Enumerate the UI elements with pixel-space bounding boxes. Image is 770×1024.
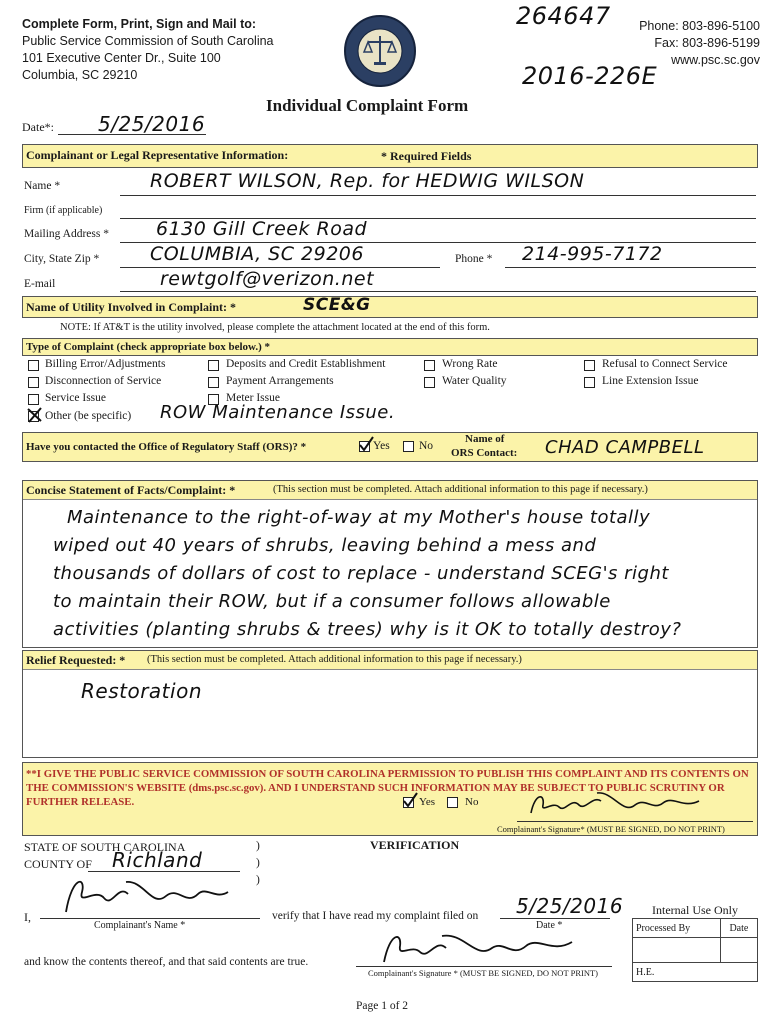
other-label: Other (be specific) [45,410,132,422]
line-extension-label: Line Extension Issue [602,375,699,387]
page-number: Page 1 of 2 [356,1000,409,1012]
county-label: COUNTY OF [24,857,92,871]
statement-title: Concise Statement of Facts/Complaint: * [26,483,236,497]
verification-signature[interactable] [376,926,596,970]
water-quality-checkbox[interactable] [424,377,435,388]
verify-text: verify that I have read my complaint filed on [272,910,479,922]
verification-signature-caption: Complainant's Signature * (MUST BE SIGNED, DO NOT PRINT) [368,968,599,978]
city-state-zip-value[interactable]: COLUMBIA, SC 29206 [150,243,364,265]
verify-date-line [500,918,610,919]
email-label: E-mail [24,278,56,290]
permission-signature[interactable] [523,787,723,823]
ors-no-label: No [419,440,434,452]
verify-date-caption: Date * [536,920,563,931]
water-quality-label: Water Quality [442,375,507,387]
complainant-name-caption: Complainant's Name * [94,920,186,931]
statement-line-5[interactable]: activities (planting shrubs & trees) why is it OK to totally destroy? [53,619,682,640]
date-value[interactable]: 5/25/2016 [98,112,206,136]
name-label: Name * [24,180,61,192]
relief-title: Relief Requested: * [26,653,126,667]
statement-hint: (This section must be completed. Attach additional information to this page if necessary.) [273,484,648,495]
paren-2: ) [256,857,260,869]
verification-title: VERIFICATION [370,838,460,852]
permission-text: **I GIVE THE PUBLIC SERVICE COMMISSION OF SOUTH CAROLINA PERMISSION TO PUBLISH THIS COMPLAINT AND ITS CONTENTS ON THE COMMISSION'S WEBSITE (dms.psc.sc.gov). AND I UNDERSTAND SUCH INFORMATION MAY BE SUBJECT TO PUBLIC SCRUTINY OR FURTHER RELEASE. [26,768,749,808]
payment-arrangements-checkbox[interactable] [208,377,219,388]
name-line [120,195,756,196]
deposits-label: Deposits and Credit Establishment [226,358,386,370]
wrong-rate-label: Wrong Rate [442,358,498,370]
complainant-name-line [40,918,260,919]
line-extension-checkbox[interactable] [584,377,595,388]
city-state-zip-label: City, State Zip * [24,253,100,265]
email-value[interactable]: rewtgolf@verizon.net [160,268,375,290]
deposits-checkbox[interactable] [208,360,219,371]
paren-3: ) [256,874,260,886]
handwritten-number: 264647 [516,2,611,30]
header-fax: Fax: 803-896-5199 [654,36,760,50]
statement-line-1[interactable]: Maintenance to the right-of-way at my Mother's house totally [67,507,651,528]
complaint-type-title: Type of Complaint (check appropriate box below.) * [26,341,271,353]
mailing-address-value[interactable]: 6130 Gill Creek Road [156,218,368,240]
complainant-section-title: Complainant or Legal Representative Information: [26,148,289,162]
verification-signature-line [356,966,612,967]
permission-no-checkbox[interactable] [447,797,458,808]
mailing-address-label: Mailing Address * [24,228,109,240]
permission-section [22,762,758,836]
billing-error-label: Billing Error/Adjustments [45,358,166,370]
permission-yes-label: Yes [419,796,436,808]
other-value[interactable]: ROW Maintenance Issue. [160,402,396,423]
ors-no-checkbox[interactable] [403,441,414,452]
meter-issue-label: Meter Issue [226,392,280,404]
header-phone: Phone: 803-896-5100 [639,19,760,33]
header-address-1: 101 Executive Center Dr., Suite 100 [22,51,221,65]
internal-use-title: Internal Use Only [652,903,738,917]
firm-label: Firm (if applicable) [24,205,103,216]
verify-date-value[interactable]: 5/25/2016 [516,894,624,918]
commission-seal-icon [343,14,417,88]
internal-use-table [632,918,758,982]
internal-date-value [720,938,757,963]
ors-contact-label-2: ORS Contact: [451,447,518,459]
billing-error-checkbox[interactable] [28,360,39,371]
paren-1: ) [256,840,260,852]
utility-value[interactable]: SCE&G [303,295,371,315]
ors-yes-label: Yes [373,440,390,452]
disconnection-checkbox[interactable] [28,377,39,388]
complainant-section-header [22,144,758,168]
phone-label: Phone * [455,253,493,265]
phone-value[interactable]: 214-995-7172 [522,243,663,265]
service-issue-label: Service Issue [45,392,106,404]
header-web: www.psc.sc.gov [671,53,760,67]
relief-section [22,650,758,758]
he-cell: H.E. [633,963,758,982]
permission-signature-caption: Complainant's Signature* (MUST BE SIGNED, DO NOT PRINT) [497,824,725,834]
disconnection-label: Disconnection of Service [45,375,162,387]
payment-arrangements-label: Payment Arrangements [226,375,334,387]
ors-question: Have you contacted the Office of Regulatory Staff (ORS)? * [26,441,307,453]
phone-line [505,267,756,268]
statement-line-2[interactable]: wiped out 40 years of shrubs, leaving behind a mess and [53,535,597,556]
statement-section [22,480,758,648]
county-value[interactable]: Richland [112,848,203,872]
header-title: Complete Form, Print, Sign and Mail to: [22,17,257,31]
state-label: STATE OF SOUTH CAROLINA [24,840,186,854]
i-label: I, [24,910,31,924]
utility-section [22,296,758,318]
complainant-name-signature[interactable] [56,872,236,920]
permission-no-label: No [465,796,479,808]
permission-signature-line [517,821,753,822]
att-note: NOTE: If AT&T is the utility involved, please complete the attachment located at the end of this form. [60,322,490,333]
statement-line-3[interactable]: thousands of dollars of cost to replace - understand SCEG's right [53,563,669,584]
ors-section [22,432,758,462]
statement-line-4[interactable]: to maintain their ROW, but if a consumer follows allowable [53,591,611,612]
name-value[interactable]: ROBERT WILSON, Rep. for HEDWIG WILSON [150,170,585,192]
permission-yes-checkmark-icon [401,791,419,809]
handwritten-docket: 2016-226E [522,62,658,90]
know-text: and know the contents thereof, and that said contents are true. [24,956,309,968]
date-label: Date*: [22,120,54,134]
header-block [22,16,274,84]
ors-contact-label-1: Name of [465,433,505,445]
email-line [120,291,756,292]
refusal-checkbox[interactable] [584,360,595,371]
header-address-2: Columbia, SC 29210 [22,68,138,82]
header-org: Public Service Commission of South Carolina [22,34,274,48]
complaint-type-section [22,338,758,356]
required-fields-note: * Required Fields [381,149,472,163]
service-issue-checkbox[interactable] [28,394,39,405]
utility-label: Name of Utility Involved in Complaint: * [26,300,236,314]
checkmark-icon [26,406,44,424]
refusal-label: Refusal to Connect Service [602,358,728,370]
form-title: Individual Complaint Form [266,96,469,115]
wrong-rate-checkbox[interactable] [424,360,435,371]
processed-by-cell: Processed By [633,919,721,938]
relief-hint: (This section must be completed. Attach additional information to this page if necessary.) [147,654,522,665]
ors-contact-value[interactable]: CHAD CAMPBELL [545,437,705,458]
relief-value[interactable]: Restoration [81,679,202,703]
internal-date-cell: Date [720,919,757,938]
processed-by-value [633,938,721,963]
